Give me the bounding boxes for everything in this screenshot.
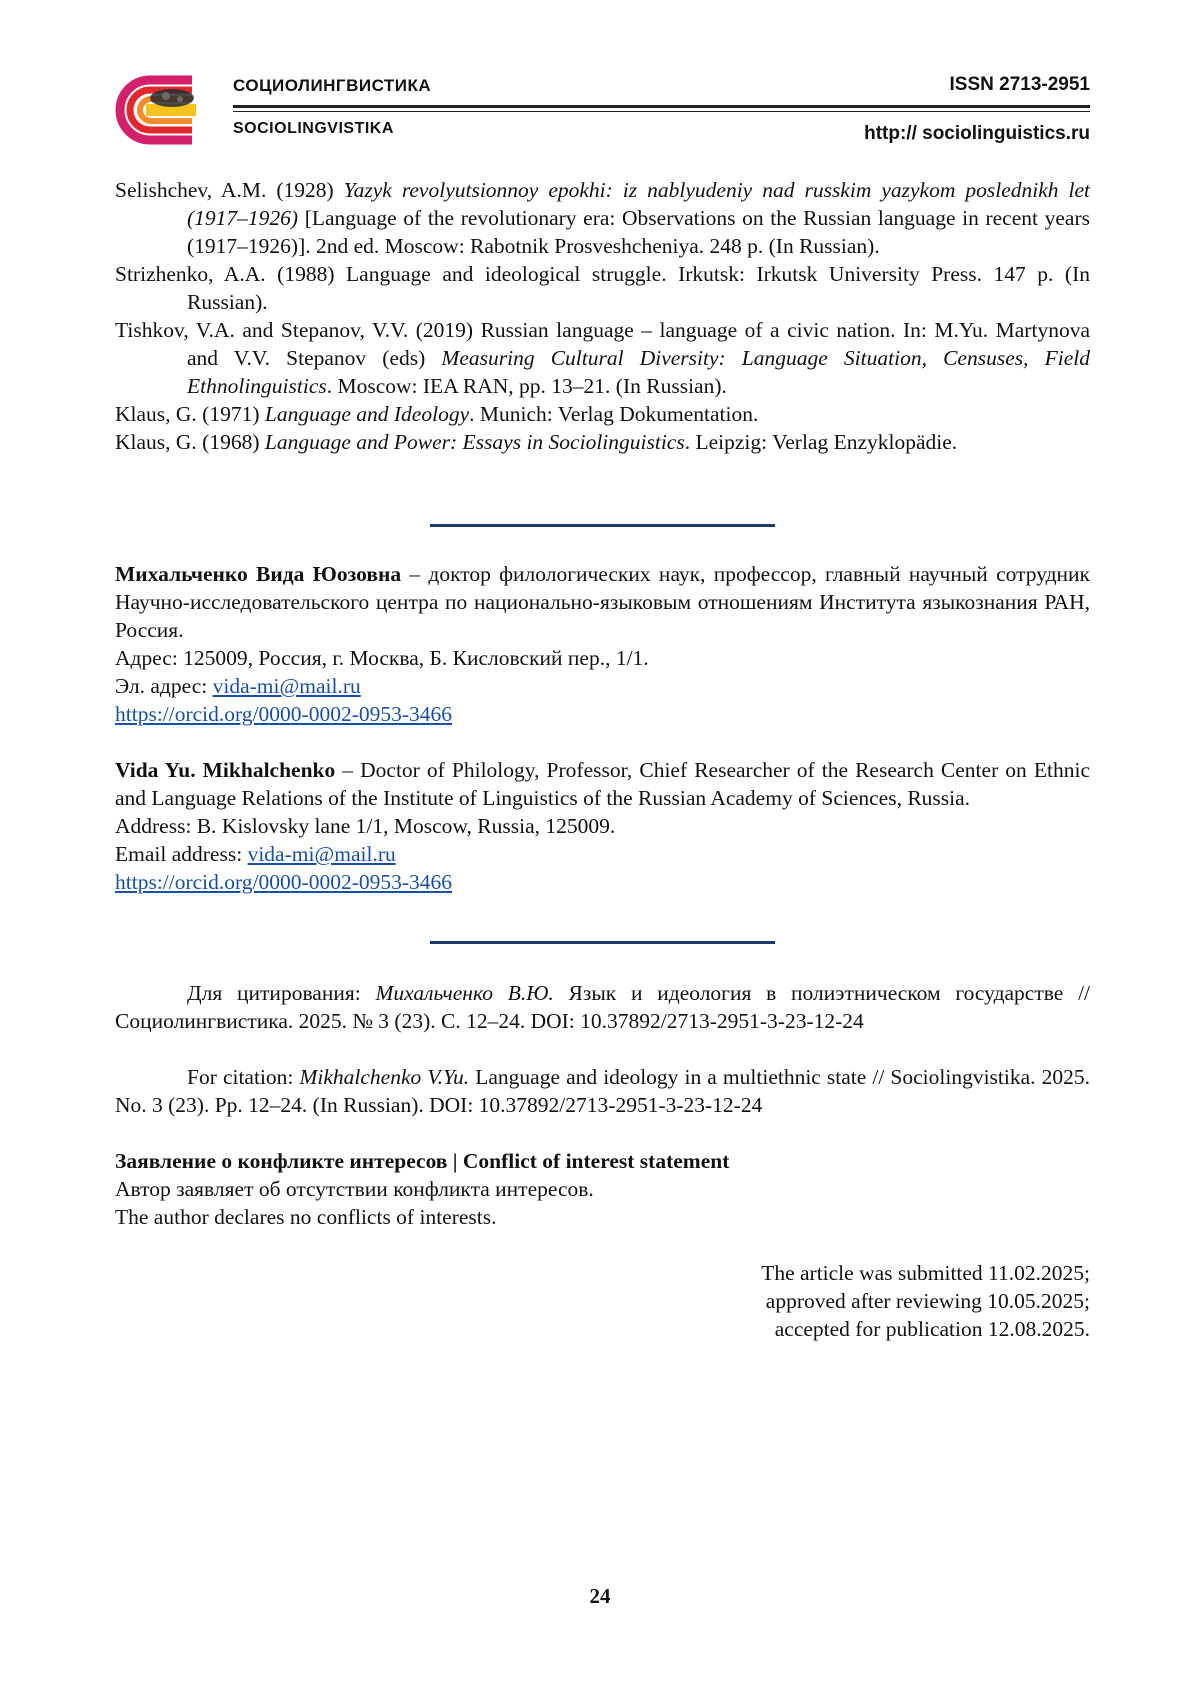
conflict-text-ru: Автор заявляет об отсутствии конфликта интересов. — [115, 1177, 594, 1201]
page-header — [0, 0, 1200, 150]
reference-list — [115, 176, 1090, 456]
conflict-text-en: The author declares no conflicts of interests. — [115, 1205, 497, 1229]
author-info-ru: Михальченко Вида Юозовна – доктор филологических наук, профессор, главный научный сотрудник Научно-исследовательского центра по национально-языковым отношениям Института языкознания РАН, Россия. Адрес: 125009, Россия, г. Москва, Б. Кисловский пер., 1/1. Эл. адрес: vida-mi@mail.ru https://orcid.org/0000-0002-0953-3466 — [115, 562, 1090, 726]
author-email-link-en[interactable]: vida-mi@mail.ru — [247, 842, 396, 866]
date-submitted: The article was submitted 11.02.2025; — [761, 1261, 1090, 1285]
journal-logo-icon — [114, 74, 214, 146]
conflict-statement — [115, 1147, 1090, 1231]
page-content — [115, 176, 1090, 1343]
citation-ru: Для цитирования: Михальченко В.Ю. Язык и идеология в полиэтническом государстве // Социолингвистика. 2025. № 3 (23). С. 12–24. DOI: 10.37892/2713-2951-3-23-12-24 — [115, 981, 1091, 1033]
reference-item: Tishkov, V.A. and Stepanov, V.V. (2019) Russian language – language of a civic nation. In: M.Yu. Martynova and V.V. Stepanov (eds) Measuring Cultural Diversity: Language Situation, Censuses, Field Ethnolinguistics. Moscow: IEA RAN, pp. 13–21. (In Russian). — [115, 318, 1090, 398]
reference-item: Klaus, G. (1971) Language and Ideology. Munich: Verlag Dokumentation. — [115, 402, 759, 426]
reference-item: Strizhenko, A.A. (1988) Language and ideological struggle. Irkutsk: Irkutsk University Press. 147 p. (In Russian). — [115, 262, 1090, 314]
author-orcid-link-ru[interactable]: https://orcid.org/0000-0002-0953-3466 — [115, 702, 453, 726]
date-approved: approved after reviewing 10.05.2025; — [765, 1289, 1090, 1313]
date-accepted: accepted for publication 12.08.2025. — [774, 1317, 1090, 1341]
journal-title-en: SOCIOLINGVISTIKA — [233, 120, 394, 137]
reference-item: Klaus, G. (1968) Language and Power: Essays in Sociolinguistics. Leipzig: Verlag Enzyklopädie. — [115, 430, 958, 454]
header-rule-thin — [233, 111, 1090, 112]
journal-title-ru: СОЦИОЛИНГВИСТИКА — [233, 76, 432, 95]
author-address-en: Address: B. Kislovsky lane 1/1, Moscow, Russia, 125009. — [115, 814, 616, 838]
author-orcid-link-en[interactable]: https://orcid.org/0000-0002-0953-3466 — [115, 870, 453, 894]
reference-item: Selishchev, A.M. (1928) Yazyk revolyutsionnoy epokhi: iz nablyudeniy nad russkim yazykom poslednikh let (1917–1926) [Language of the revolutionary era: Observations on the Russian language in recent years (1917–1926)]. 2nd ed. Moscow: Rabotnik Prosveshcheniya. 248 p. (In Russian). — [115, 178, 1090, 258]
page-number: 24 — [589, 1584, 611, 1608]
header-rule — [233, 105, 1090, 108]
author-name-ru: Михальченко Вида Юозовна — [115, 562, 402, 586]
author-email-link-ru[interactable]: vida-mi@mail.ru — [212, 674, 361, 698]
journal-url[interactable]: http:// sociolinguistics.ru — [864, 123, 1090, 144]
citation-en: For citation: Mikhalchenko V.Yu. Language and ideology in a multiethnic state // Sociolingvistika. 2025. No. 3 (23). Pp. 12–24. (In Russian). DOI: 10.37892/2713-2951-3-23-12-24 — [115, 1065, 1090, 1117]
author-info-en: Vida Yu. Mikhalchenko – Doctor of Philology, Professor, Chief Researcher of the Research Center on Ethnic and Language Relations of the Institute of Linguistics of the Russian Academy of Sciences, Russia. Address: B. Kislovsky lane 1/1, Moscow, Russia, 125009. Email address: vida-mi@mail.ru https://orcid.org/0000-0002-0953-3466 — [115, 758, 1090, 894]
author-address-ru: Адрес: 125009, Россия, г. Москва, Б. Кисловский пер., 1/1. — [115, 646, 649, 670]
conflict-heading: Заявление о конфликте интересов | Conflict of interest statement — [115, 1149, 730, 1173]
issn: ISSN 2713-2951 — [949, 74, 1090, 95]
article-dates — [115, 1259, 1090, 1343]
author-name-en: Vida Yu. Mikhalchenko — [115, 758, 336, 782]
